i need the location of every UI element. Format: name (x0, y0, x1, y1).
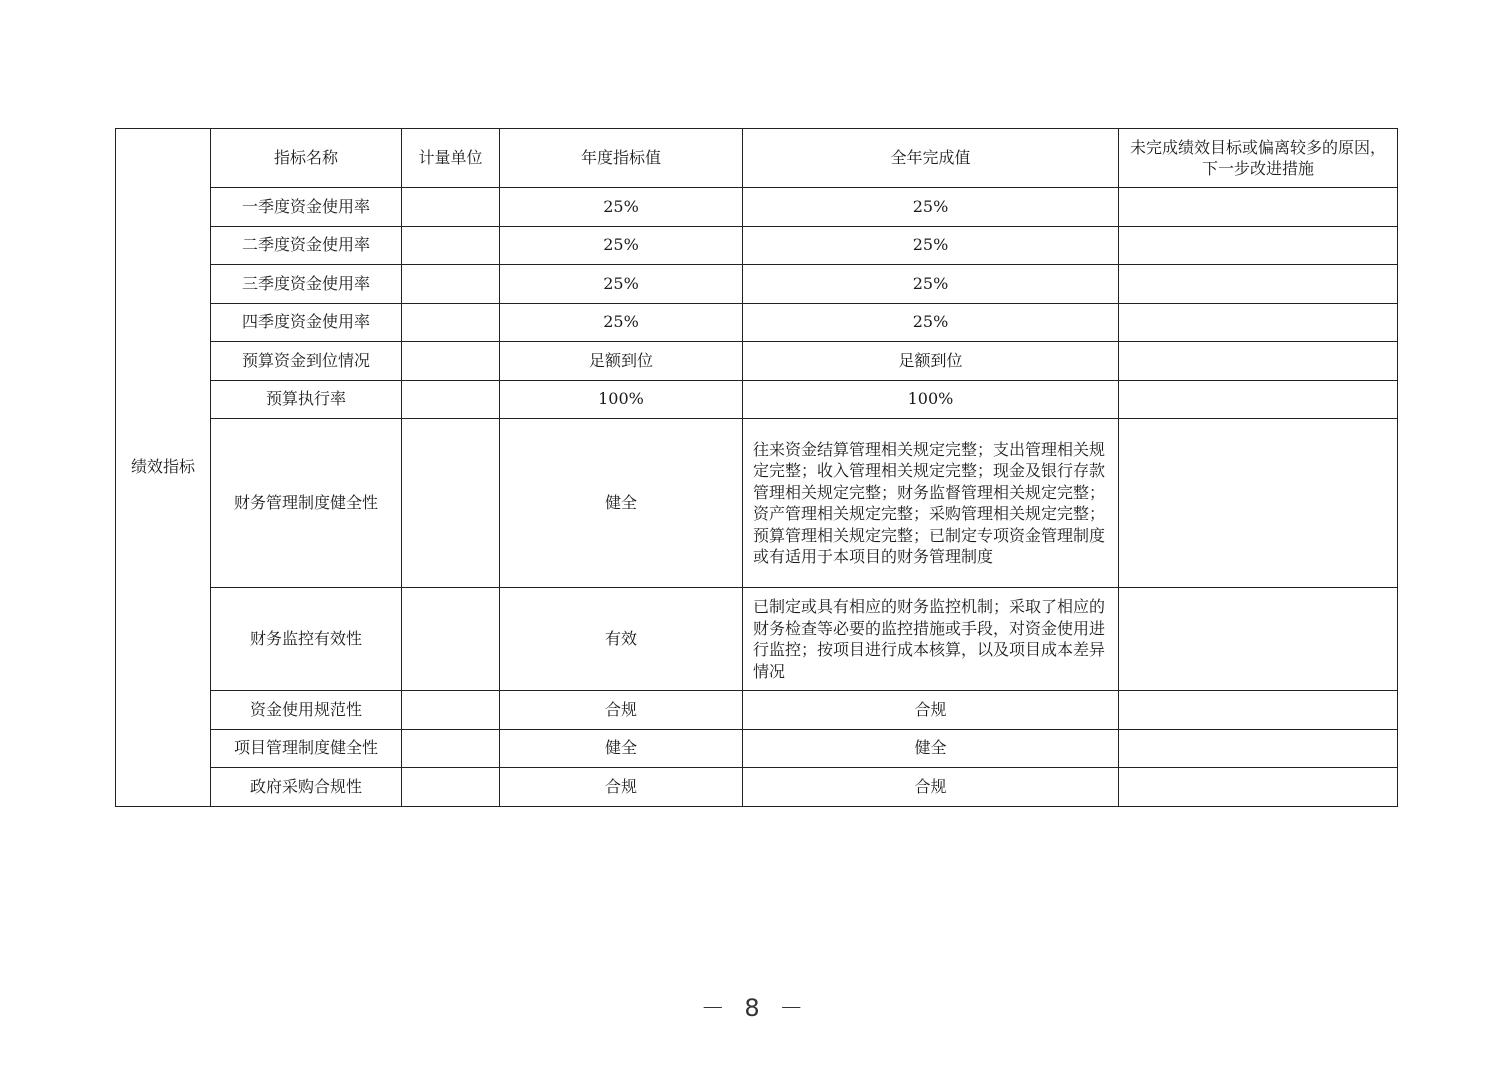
indicator-name-cell: 政府采购合规性 (211, 768, 402, 807)
indicator-name-cell: 预算执行率 (211, 380, 402, 419)
reason-cell (1119, 768, 1398, 807)
reason-cell (1119, 188, 1398, 227)
indicator-name-cell: 四季度资金使用率 (211, 303, 402, 342)
reason-cell (1119, 419, 1398, 588)
indicator-name-cell: 三季度资金使用率 (211, 265, 402, 304)
target-cell: 25% (500, 303, 743, 342)
unit-cell (402, 768, 500, 807)
header-actual-value: 全年完成值 (743, 129, 1119, 188)
actual-cell: 合规 (743, 768, 1119, 807)
reason-cell (1119, 691, 1398, 730)
reason-cell (1119, 226, 1398, 265)
target-cell: 合规 (500, 691, 743, 730)
reason-cell (1119, 380, 1398, 419)
header-reason: 未完成绩效目标或偏离较多的原因，下一步改进措施 (1119, 129, 1398, 188)
table-row (116, 419, 1398, 588)
header-annual-target: 年度指标值 (500, 129, 743, 188)
table-row (116, 691, 1398, 730)
table-row (116, 768, 1398, 807)
reason-cell (1119, 729, 1398, 768)
actual-cell: 合规 (743, 691, 1119, 730)
unit-cell (402, 188, 500, 227)
target-cell: 25% (500, 265, 743, 304)
unit-cell (402, 265, 500, 304)
category-cell: 绩效指标 (116, 129, 211, 807)
table-row (116, 265, 1398, 304)
actual-cell: 已制定或具有相应的财务监控机制；采取了相应的财务检查等必要的监控措施或手段，对资金使用进行监控；按项目进行成本核算，以及项目成本差异情况 (743, 588, 1119, 691)
actual-cell: 25% (743, 226, 1119, 265)
unit-cell (402, 588, 500, 691)
page-number: － 8 － (700, 994, 810, 1022)
target-cell: 健全 (500, 729, 743, 768)
target-cell: 有效 (500, 588, 743, 691)
actual-cell: 往来资金结算管理相关规定完整；支出管理相关规定完整；收入管理相关规定完整；现金及银行存款管理相关规定完整；财务监督管理相关规定完整；资产管理相关规定完整；采购管理相关规定完整；预算管理相关规定完整；已制定专项资金管理制度或有适用于本项目的财务管理制度 (743, 419, 1119, 588)
reason-cell (1119, 342, 1398, 381)
target-cell: 25% (500, 188, 743, 227)
unit-cell (402, 380, 500, 419)
reason-cell (1119, 303, 1398, 342)
table-row (116, 303, 1398, 342)
reason-cell (1119, 265, 1398, 304)
table-row (116, 588, 1398, 691)
indicator-name-cell: 财务监控有效性 (211, 588, 402, 691)
actual-cell: 25% (743, 188, 1119, 227)
indicator-name-cell: 财务管理制度健全性 (211, 419, 402, 588)
header-row (116, 129, 1398, 188)
table-row (116, 342, 1398, 381)
indicator-name-cell: 项目管理制度健全性 (211, 729, 402, 768)
target-cell: 25% (500, 226, 743, 265)
actual-cell: 100% (743, 380, 1119, 419)
target-cell: 100% (500, 380, 743, 419)
actual-cell: 足额到位 (743, 342, 1119, 381)
reason-cell (1119, 588, 1398, 691)
unit-cell (402, 729, 500, 768)
target-cell: 足额到位 (500, 342, 743, 381)
target-cell: 健全 (500, 419, 743, 588)
table-row (116, 380, 1398, 419)
unit-cell (402, 226, 500, 265)
actual-cell: 25% (743, 303, 1119, 342)
table-row (116, 188, 1398, 227)
indicator-name-cell: 二季度资金使用率 (211, 226, 402, 265)
indicator-name-cell: 预算资金到位情况 (211, 342, 402, 381)
unit-cell (402, 419, 500, 588)
unit-cell (402, 691, 500, 730)
table-row (116, 729, 1398, 768)
table-row (116, 226, 1398, 265)
indicator-name-cell: 一季度资金使用率 (211, 188, 402, 227)
header-unit: 计量单位 (402, 129, 500, 188)
header-indicator-name: 指标名称 (211, 129, 402, 188)
actual-cell: 健全 (743, 729, 1119, 768)
indicator-name-cell: 资金使用规范性 (211, 691, 402, 730)
actual-cell: 25% (743, 265, 1119, 304)
performance-indicator-table (115, 128, 1398, 807)
unit-cell (402, 342, 500, 381)
unit-cell (402, 303, 500, 342)
target-cell: 合规 (500, 768, 743, 807)
